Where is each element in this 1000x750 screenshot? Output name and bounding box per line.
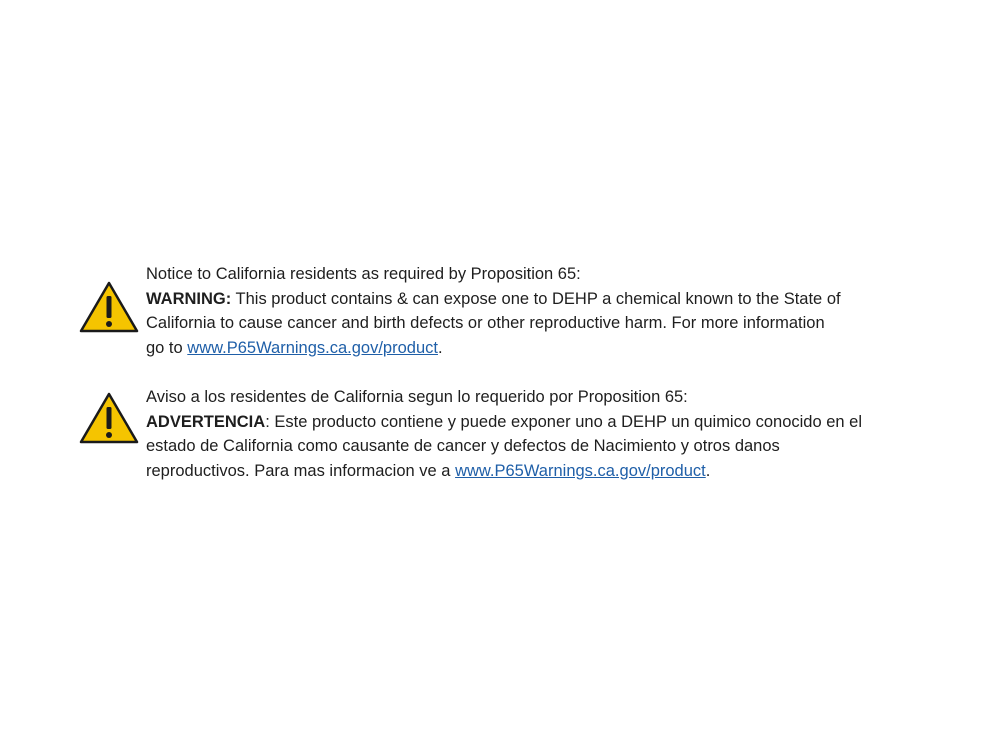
english-line-3: [146, 336, 946, 361]
english-heading: Notice to California residents as required by Proposition 65:: [146, 265, 581, 283]
warning-triangle-icon: [78, 391, 140, 445]
english-p65-link[interactable]: www.P65Warnings.ca.gov/product: [187, 338, 438, 357]
english-line-1: [146, 287, 946, 312]
spanish-p65-link[interactable]: www.P65Warnings.ca.gov/product: [455, 461, 706, 480]
english-body-line-1: This product contains & can expose one to DEHP a chemical known to the State of: [231, 289, 841, 308]
english-body-line-3-suffix: .: [437, 338, 443, 357]
spanish-body-line-1: : Este producto contiene y puede exponer uno a DEHP un quimico conocido en el: [265, 412, 863, 431]
warning-triangle-icon: [78, 280, 140, 334]
spanish-line-1: [146, 410, 946, 435]
english-warning-label: WARNING:: [146, 289, 232, 308]
spanish-warning-label: ADVERTENCIA: [146, 412, 266, 431]
spanish-body-line-3-suffix: .: [705, 461, 711, 480]
spanish-heading: Aviso a los residentes de California segun lo requerido por Proposition 65:: [146, 388, 688, 406]
spanish-body-line-2: estado de California como causante de cancer y defectos de Nacimiento y otros danos: [146, 437, 780, 455]
spanish-line-3: [146, 459, 946, 484]
english-body-line-3-prefix: go to: [146, 338, 188, 357]
english-body-line-2: California to cause cancer and birth defects or other reproductive harm. For more information: [146, 314, 825, 332]
english-notice-text: [146, 262, 946, 360]
spanish-body-line-3-prefix: reproductivos. Para mas informacion ve a: [146, 461, 456, 480]
spanish-notice-text: [146, 385, 946, 483]
